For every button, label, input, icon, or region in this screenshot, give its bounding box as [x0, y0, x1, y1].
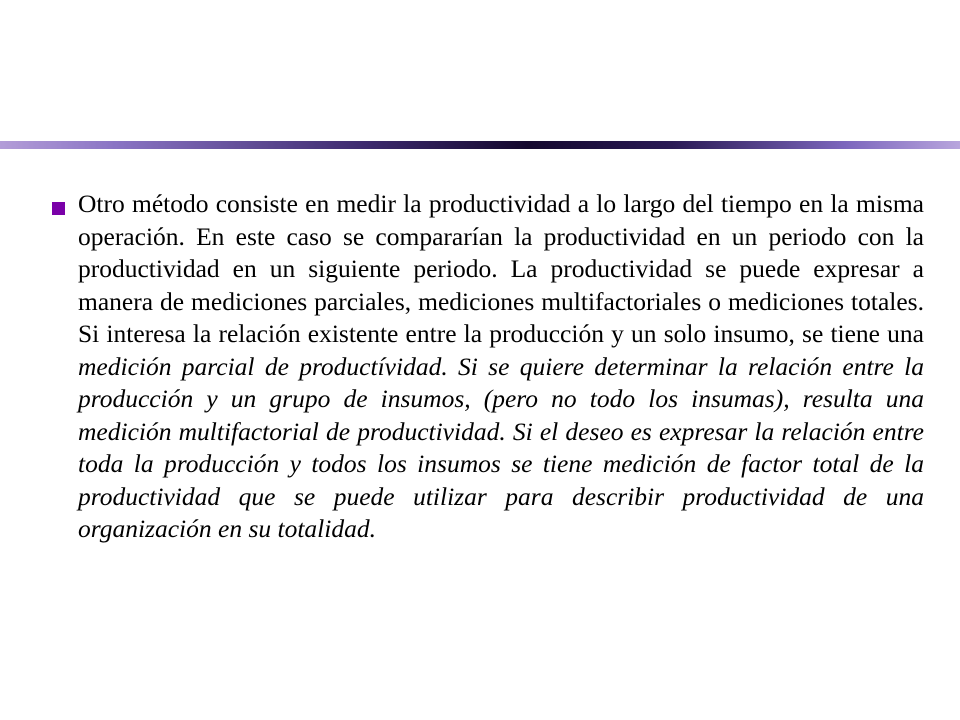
bullet-paragraph: [78, 188, 924, 546]
square-bullet-icon: [52, 202, 65, 215]
paragraph-italic-text: medición parcial de productívidad. Si se quiere determinar la relación entre la producción y un grupo de insumos, (pero no todo los insumas), resulta una medición multifactorial de productividad. Si el deseo es expresar la relación entre toda la producción y todos los insumos se tiene medición de factor total de la productividad que se puede utilizar para describir productividad de una organización en su totalidad.: [78, 351, 924, 543]
paragraph-upright-text: Otro método consiste en medir la productividad a lo largo del tiempo en la misma operación. En este caso se compararían la productividad en un periodo con la productividad en un siguiente periodo. La productividad se puede expresar a manera de mediciones parciales, mediciones multifactoriales o mediciones totales. Si interesa la relación existente entre la producción y un solo insumo, se tiene una: [78, 189, 924, 348]
title-divider: [0, 141, 960, 149]
